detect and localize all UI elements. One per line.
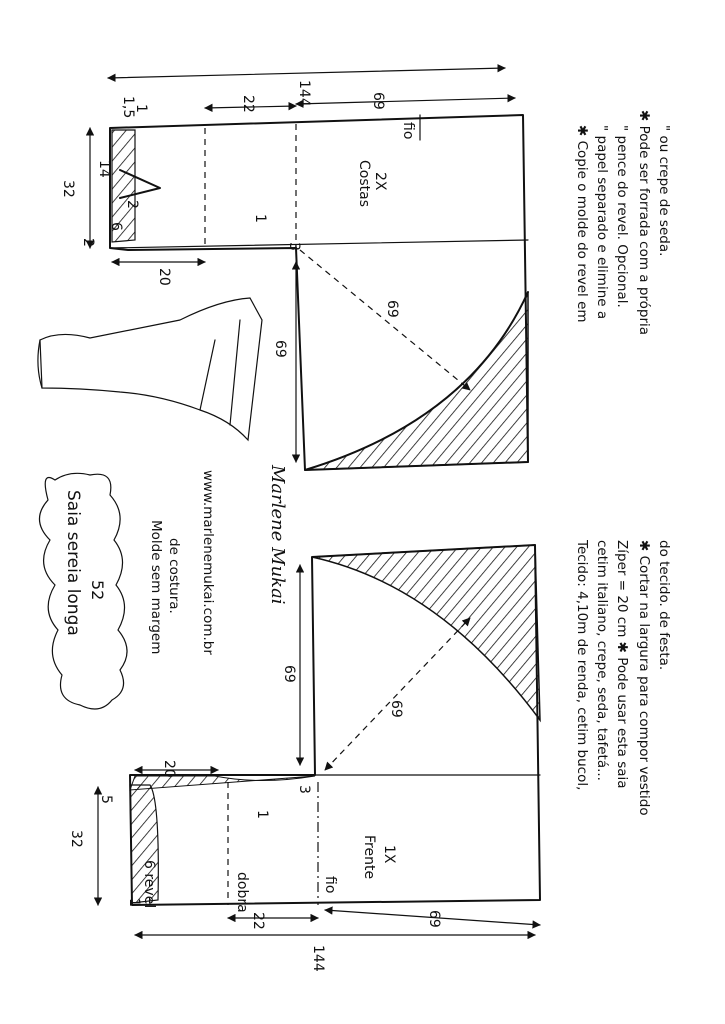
mold-note-2: de costura. [166, 538, 182, 614]
front-piece-label: Frente [361, 835, 377, 880]
front-width-label: 32 [68, 830, 84, 848]
back-hatch-area [305, 292, 528, 470]
back-side-drop-label: 1 [133, 104, 149, 113]
front-top-facing [130, 776, 315, 790]
back-radius-label: 69 [384, 300, 400, 318]
back-hip-label: 22 [240, 95, 256, 113]
front-facing-label: 6 revel [141, 860, 157, 909]
front-edge1-label: 1 [126, 898, 142, 907]
note-fabric-1: Tecido: 4,10m de renda, cetim bucol, [574, 540, 590, 791]
back-side-label: 69 [272, 340, 288, 358]
front-radius-line [325, 618, 470, 770]
front-piece [68, 545, 540, 972]
note-right-3: " pence do revel. Opcional. [614, 125, 630, 308]
signature: Marlene Mukai [267, 465, 288, 605]
back-piece [60, 68, 528, 470]
mold-note-1: Molde sem margem [148, 520, 164, 655]
back-grain-label: fio [400, 122, 416, 140]
title-cloud [39, 473, 127, 709]
front-side1-label: 1 [254, 810, 270, 819]
note-fabric-5: do tecido. de festa. [656, 540, 672, 671]
front-hatch-area [312, 545, 540, 720]
note-fabric-2: cetim italiano, crepe, seda, tafetá... [594, 540, 610, 781]
back-piece-label: Costas [356, 160, 372, 207]
front-piece-count: 1X [381, 845, 397, 864]
back-facing-label: 6 [108, 222, 124, 231]
back-one-label: 1 [252, 214, 268, 223]
back-bottom-2-label: 2 [80, 238, 96, 247]
front-lower-label: 69 [426, 910, 442, 928]
notes-right [574, 110, 672, 335]
front-total-label: 144 [310, 945, 326, 972]
front-top5-label: 5 [98, 795, 114, 804]
back-total-dim [108, 68, 505, 78]
back-hip-line [110, 240, 528, 248]
back-waist-offset-label: 1,5 [120, 96, 136, 119]
back-dart-depth-label: 14 [96, 160, 112, 178]
note-right-4: ✱ Pode ser forrada com a própria [636, 110, 652, 336]
website: www.marlenemukai.com.br [200, 470, 216, 655]
front-side-label: 69 [281, 665, 297, 683]
back-width-label: 32 [60, 180, 76, 198]
front-hip-label: 22 [250, 912, 266, 930]
front-grain-label: fio [322, 876, 338, 894]
back-hipwidth-label: 20 [156, 268, 172, 286]
note-right-5: " ou crepe de seda. [656, 125, 672, 257]
title-size: 52 [88, 580, 107, 601]
back-dart-width-label: 2 [124, 200, 140, 209]
front-radius-label: 69 [388, 700, 404, 718]
title-text: Saia sereia longa [63, 490, 83, 636]
note-fabric-3: Zíper = 20 cm ✱ Pode usar esta saia [614, 540, 630, 789]
back-piece-count: 2X [372, 172, 388, 191]
back-lower-dim [296, 98, 515, 104]
back-total-label: 144 [296, 80, 312, 107]
front-hipwidth-label: 20 [161, 760, 177, 778]
note-right-1: ✱ Copie o molde do revel em [574, 125, 590, 323]
front-side3-label: 3 [296, 785, 312, 794]
skirt-sketch [38, 298, 262, 440]
front-fold-label: dobra [234, 872, 250, 913]
back-bottom-3-label: 3 [286, 242, 302, 251]
back-lower-label: 69 [370, 92, 386, 110]
note-right-2: " papel separado e elimine a [594, 125, 610, 320]
note-fabric-4: ✱ Cortar na largura para compor vestido [636, 540, 652, 816]
notes-fabric [574, 539, 672, 816]
back-radius-line [300, 250, 470, 390]
